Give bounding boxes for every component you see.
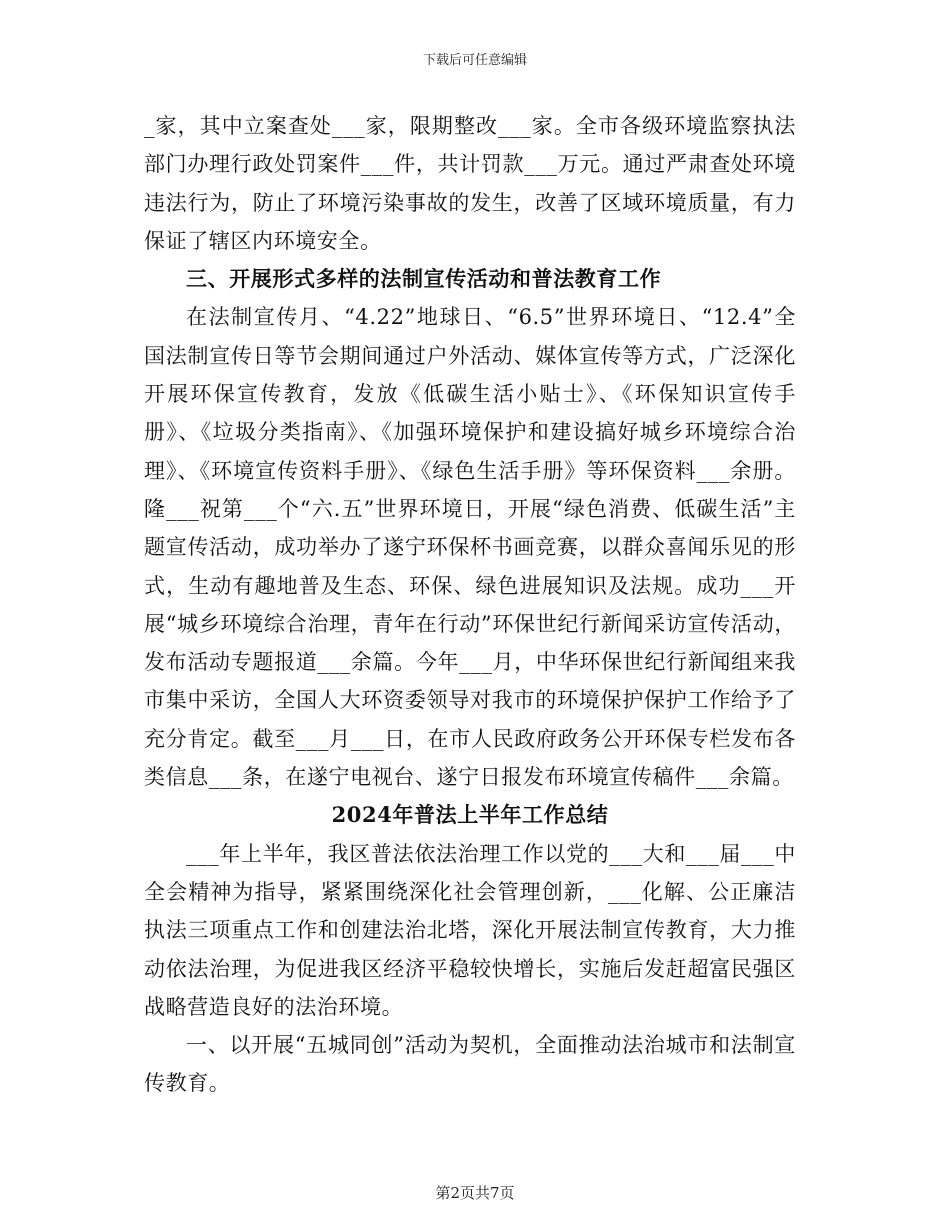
page-header-note: 下载后可任意编辑 <box>422 53 527 68</box>
document-title: 2024年普法上半年工作总结 <box>331 802 609 828</box>
paragraph-summary-intro: ___年上半年，我区普法依法治理工作以党的___大和___届___中全会精神为指导，紧紧围绕深化社会管理创新，___化解、公正廉洁执法三项重点工作和创建法治北塔，深化开展法制宣传教育，大力推动依法治理，为促进我区经济平稳较快增长，实施后发赶超富民强区战略营造良好的法治环境。 <box>144 841 796 1019</box>
section-heading-three: 三、开展形式多样的法制宣传活动和普法教育工作 <box>186 266 662 292</box>
page-number: 第2页共7页 <box>435 1184 515 1202</box>
document-body <box>144 107 796 1103</box>
paragraph-publicity-activities: 在法制宣传月、“4.22”地球日、“6.5”世界环境日、“12.4”全国法制宣传日等节会期间通过户外活动、媒体宣传等方式，广泛深化开展环保宣传教育，发放《低碳生活小贴士》、《环保知识宣传手册》、《垃圾分类指南》、《加强环境保护和建设搞好城乡环境综合治理》、《环境宣传资料手册》、《绿色生活手册》等环保资料___余册。隆___祝第___个“六.五”世界环境日，开展“绿色消费、低碳生活”主题宣传活动，成功举办了遂宁环保杯书画竞赛，以群众喜闻乐见的形式，生动有趣地普及生态、环保、绿色进展知识及法规。成功___开展“城乡环境综合治理，青年在行动”环保世纪行新闻采访宣传活动，发布活动专题报道___余篇。今年___月，中华环保世纪行新闻组来我市集中采访，全国人大环资委领导对我市的环境保护保护工作给予了充分肯定。截至___月___日，在市人民政府政务公开环保专栏发布各类信息___条，在遂宁电视台、遂宁日报发布环境宣传稿件___余篇。 <box>144 305 796 790</box>
paragraph-section-one: 一、以开展“五城同创”活动为契机，全面推动法治城市和法制宣传教育。 <box>144 1033 796 1096</box>
paragraph-enforcement-results: _家，其中立案查处___家，限期整改___家。全市各级环境监察执法部门办理行政处罚案件___件，共计罚款___万元。通过严肃查处环境违法行为，防止了环境污染事故的发生，改善了区域环境质量，有力保证了辖区内环境安全。 <box>144 114 796 253</box>
